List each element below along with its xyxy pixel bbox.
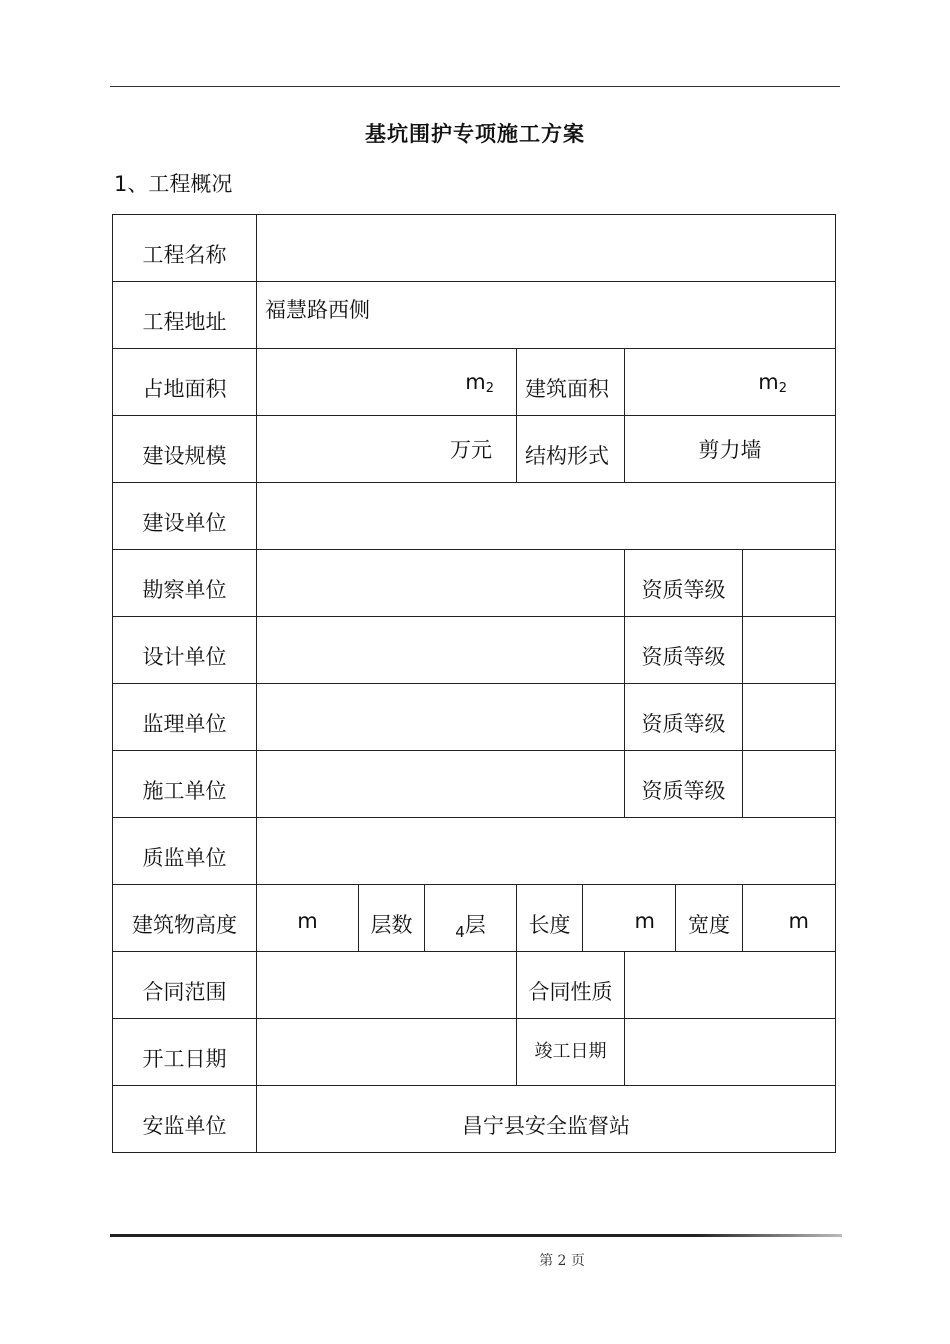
row-dimensions	[113, 885, 836, 952]
start-date-label: 开工日期	[113, 1019, 257, 1086]
structure-value[interactable]: 剪力墙	[625, 416, 836, 483]
project-overview-table	[112, 214, 836, 1153]
height-value[interactable]: m	[257, 885, 359, 952]
safety-label: 安监单位	[113, 1086, 257, 1153]
footer-rule	[110, 1234, 842, 1237]
construction-qualification-label: 资质等级	[625, 751, 743, 818]
construction-value[interactable]	[257, 751, 625, 818]
row-dates	[113, 1019, 836, 1086]
row-scale	[113, 416, 836, 483]
construction-label: 施工单位	[113, 751, 257, 818]
address-label: 工程地址	[113, 282, 257, 349]
row-quality	[113, 818, 836, 885]
contract-nature-value[interactable]	[625, 952, 836, 1019]
design-qualification-value[interactable]	[743, 617, 836, 684]
width-label: 宽度	[676, 885, 743, 952]
page-number: 第 2 页	[539, 1253, 585, 1269]
design-qualification-label: 资质等级	[625, 617, 743, 684]
structure-label: 结构形式	[517, 416, 625, 483]
owner-label: 建设单位	[113, 483, 257, 550]
row-construction	[113, 751, 836, 818]
row-survey	[113, 550, 836, 617]
length-value[interactable]: m	[583, 885, 676, 952]
address-value[interactable]: 福慧路西侧	[257, 282, 836, 349]
contract-scope-label: 合同范围	[113, 952, 257, 1019]
document-title: 基坑围护专项施工方案	[365, 122, 585, 146]
scale-label: 建设规模	[113, 416, 257, 483]
land-area-value[interactable]: $m_2$	[257, 349, 517, 416]
building-area-label: 建筑面积	[517, 349, 625, 416]
quality-value[interactable]	[257, 818, 836, 885]
width-value[interactable]: m	[743, 885, 836, 952]
row-area	[113, 349, 836, 416]
row-owner	[113, 483, 836, 550]
supervision-qualification-label: 资质等级	[625, 684, 743, 751]
construction-qualification-value[interactable]	[743, 751, 836, 818]
row-supervision	[113, 684, 836, 751]
project-name-value[interactable]	[257, 215, 836, 282]
floors-label: 层数	[359, 885, 425, 952]
height-label: 建筑物高度	[113, 885, 257, 952]
row-address	[113, 282, 836, 349]
end-date-value[interactable]	[625, 1019, 836, 1086]
row-contract	[113, 952, 836, 1019]
contract-scope-value[interactable]	[257, 952, 517, 1019]
contract-nature-label: 合同性质	[517, 952, 625, 1019]
land-area-label: 占地面积	[113, 349, 257, 416]
supervision-qualification-value[interactable]	[743, 684, 836, 751]
building-area-value[interactable]: $m_2$	[625, 349, 836, 416]
owner-value[interactable]	[257, 483, 836, 550]
scale-value[interactable]: 万元	[257, 416, 517, 483]
survey-label: 勘察单位	[113, 550, 257, 617]
survey-value[interactable]	[257, 550, 625, 617]
survey-qualification-value[interactable]	[743, 550, 836, 617]
row-safety	[113, 1086, 836, 1153]
end-date-label: 竣工日期	[517, 1019, 625, 1086]
floors-value[interactable]: $_4$层	[425, 885, 517, 952]
safety-value[interactable]: 昌宁县安全监督站	[257, 1086, 836, 1153]
row-design	[113, 617, 836, 684]
survey-qualification-label: 资质等级	[625, 550, 743, 617]
start-date-value[interactable]	[257, 1019, 517, 1086]
supervision-label: 监理单位	[113, 684, 257, 751]
length-label: 长度	[517, 885, 583, 952]
row-project-name	[113, 215, 836, 282]
quality-label: 质监单位	[113, 818, 257, 885]
supervision-value[interactable]	[257, 684, 625, 751]
design-label: 设计单位	[113, 617, 257, 684]
section-heading: 1、工程概况	[114, 172, 233, 196]
project-name-label: 工程名称	[113, 215, 257, 282]
header-rule	[110, 86, 840, 87]
design-value[interactable]	[257, 617, 625, 684]
